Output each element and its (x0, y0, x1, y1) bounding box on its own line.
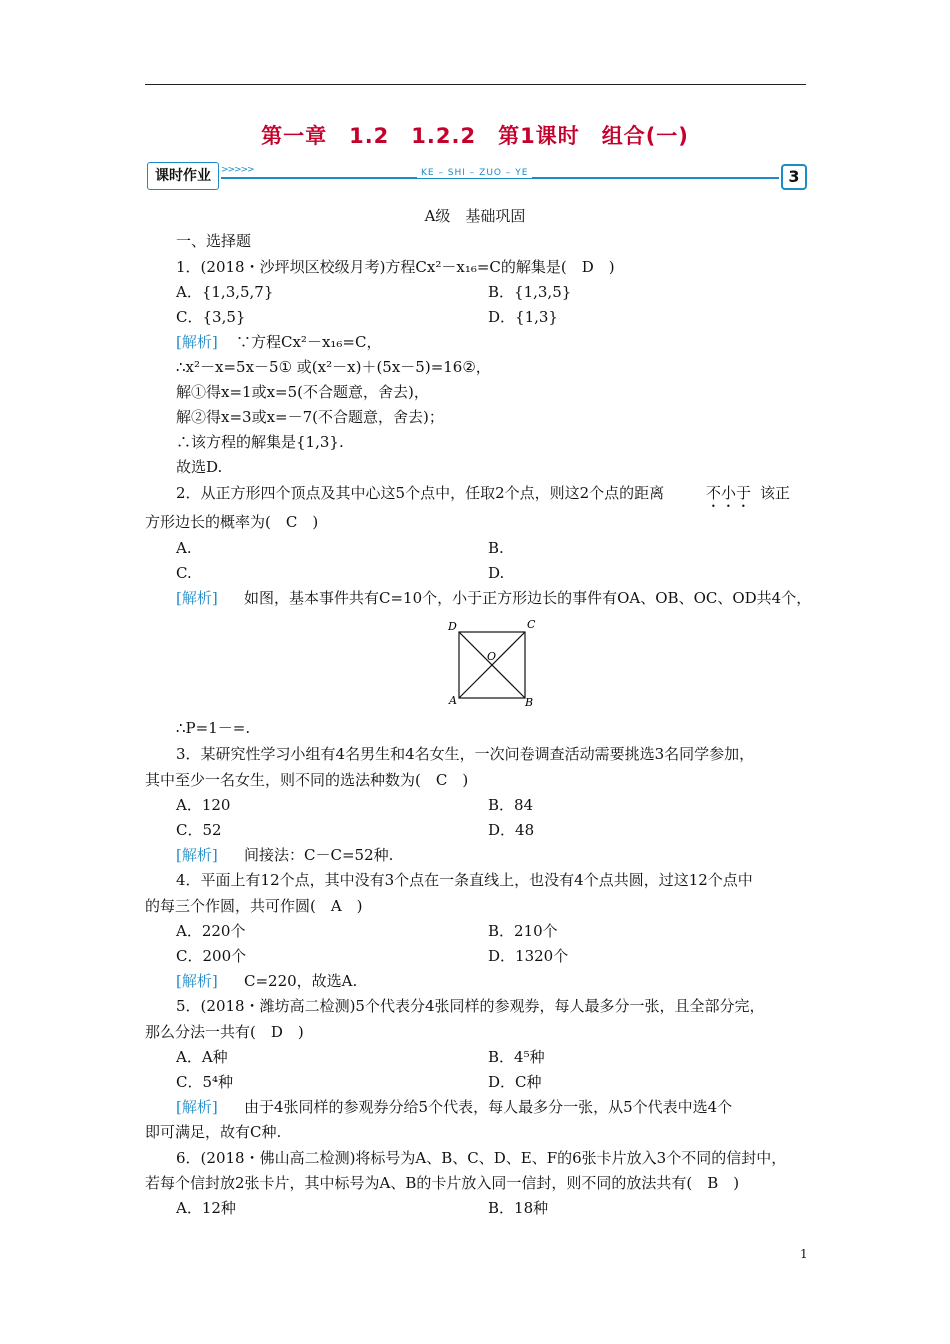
square-diagram (445, 618, 540, 710)
text-line-q2a_text: 2．从正方形四个顶点及其中心这5个点中，任取2个点，则这2个点的距离 (176, 484, 665, 502)
text-line-q4b: 的每三个作圆，共可作圆( A ) (145, 897, 363, 915)
label-o: O (487, 650, 497, 663)
text-line-q4od: D．1320个 (488, 947, 569, 965)
text-line-q4oc: C．200个 (176, 947, 247, 965)
text-line-q1j: ∵方程Cx²－x₁₆=C， (236, 333, 382, 351)
text-line-q3oc: C．52 (176, 821, 222, 839)
text-line-q2oa: A. (176, 539, 192, 557)
text-line-q2p: ∴P=1－=. (176, 719, 251, 737)
text-line-q5oc: C．5⁴种 (176, 1073, 234, 1091)
label-b: B (525, 696, 534, 709)
text-line-q1: 1．(2018・沙坪坝区校级月考)方程Cx²－x₁₆=C的解集是( D ) (176, 258, 615, 276)
text-line-section: 一、选择题 (176, 232, 252, 250)
text-line-q2j: 如图，基本事件共有C=10个，小于正方形边长的事件有OA、OB、OC、OD共4个， (244, 589, 812, 607)
text-line-q3od: D．48 (488, 821, 535, 839)
page-title: 第一章 1.2 1.2.2 第1课时 组合(一) (261, 124, 689, 148)
text-line-q5od: D．C种 (488, 1073, 542, 1091)
text-line-q4j: C=220，故选A. (244, 972, 358, 990)
text-line-q2_em: 不小于 (706, 484, 752, 502)
text-line-q6ob: B．18种 (488, 1199, 549, 1217)
text-line-q3j_tag: [解析] (176, 846, 218, 864)
text-line-q5j2: 即可满足，故有C种. (145, 1123, 282, 1141)
text-line-level: A级 基础巩固 (424, 207, 526, 225)
text-line-q5j_tag: [解析] (176, 1098, 218, 1116)
text-line-q3b: 其中至少一名女生，则不同的选法种数为( C ) (145, 771, 469, 789)
text-line-q3j: 间接法：C－C=52种. (244, 846, 394, 864)
page-number: 1 (800, 1247, 808, 1261)
top-rule (145, 84, 806, 85)
text-line-q5ob: B．4⁵种 (488, 1048, 545, 1066)
text-line-q1s4: ∴该方程的解集是{1,3}. (176, 433, 344, 451)
text-line-q5oa: A．A种 (176, 1048, 228, 1066)
text-line-q5b: 那么分法一共有( D ) (145, 1023, 304, 1041)
text-line-q1a: A．{1,3,5,7} (176, 283, 274, 301)
banner-number: 3 (781, 164, 807, 190)
square-figure (445, 618, 540, 710)
text-line-q3a: 3．某研究性学习小组有4名男生和4名女生，一次问卷调查活动需要挑选3名同学参加， (176, 745, 755, 763)
text-line-q1s2: 解①得x=1或x=5(不合题意，舍去)， (176, 383, 429, 401)
label-d: D (448, 620, 457, 633)
banner-pinyin: KE – SHI – ZUO – YE (417, 168, 532, 178)
text-line-q1b: B．{1,3,5} (488, 283, 572, 301)
text-line-q4j_tag: [解析] (176, 972, 218, 990)
text-line-q4a: 4．平面上有12个点，其中没有3个点在一条直线上，也没有4个点共圆，过这12个点中 (176, 871, 753, 889)
text-line-q1j_tag: [解析] (176, 333, 218, 351)
text-line-q6a: 6．(2018・佛山高二检测)将标号为A、B、C、D、E、F的6张卡片放入3个不同的信封中， (176, 1149, 787, 1167)
text-line-q5a: 5．(2018・潍坊高二检测)5个代表分4张同样的参观券，每人最多分一张，且全部分完， (176, 997, 765, 1015)
label-a: A (449, 694, 457, 707)
text-line-q2c: 方形边长的概率为( C ) (145, 513, 319, 531)
label-c: C (527, 618, 536, 631)
text-line-q3oa: A．120 (176, 796, 231, 814)
text-line-q4oa: A．220个 (176, 922, 246, 940)
text-line-q1c: C．{3,5} (176, 308, 246, 326)
text-line-q2oc: C. (176, 564, 192, 582)
text-line-q6oa: A．12种 (176, 1199, 236, 1217)
text-line-q2b_text: 该正 (760, 484, 791, 502)
text-line-q2j_tag: [解析] (176, 589, 218, 607)
text-line-q4ob: B．210个 (488, 922, 558, 940)
text-line-q2ob: B. (488, 539, 504, 557)
text-line-q1s3: 解②得x=3或x=－7(不合题意，舍去)； (176, 408, 444, 426)
text-line-q2od: D. (488, 564, 505, 582)
banner-label: 课时作业 (147, 162, 219, 190)
text-line-q1s5: 故选D. (176, 458, 223, 476)
text-line-q6b: 若每个信封放2张卡片，其中标号为A、B的卡片放入同一信封，则不同的放法共有( B ) (145, 1174, 740, 1192)
text-line-q1s1: ∴x²－x=5x－5① 或(x²－x)＋(5x－5)=16②， (176, 358, 491, 376)
homework-banner (147, 162, 807, 190)
text-line-q5j: 由于4张同样的参观券分给5个代表，每人最多分一张，从5个代表中选4个 (244, 1098, 733, 1116)
text-line-q1d: D．{1,3} (488, 308, 558, 326)
banner-arrows: >>>>> (221, 165, 254, 175)
text-line-q3ob: B．84 (488, 796, 534, 814)
